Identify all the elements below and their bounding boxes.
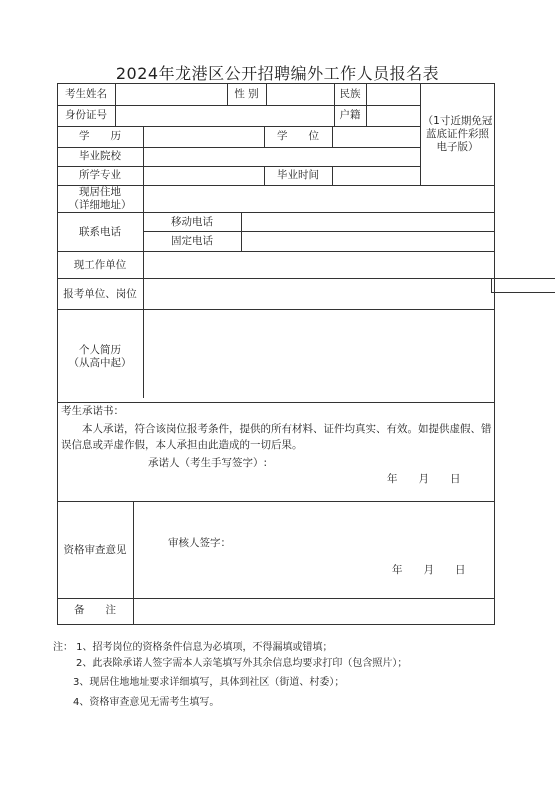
form-title: 2024年龙港区公开招聘编外工作人员报名表 (115, 64, 440, 83)
address-sublabel: （详细地址） (68, 199, 132, 211)
address-label: 现居住地 (79, 186, 121, 198)
reviewer-signature-label: 审核人签字： (168, 537, 231, 549)
pledge-signature-label: 承诺人（考生手写签字）: (148, 457, 268, 469)
resume-sublabel: （从高中起） (68, 357, 132, 369)
pledge-title: 考生承诺书： (61, 405, 124, 417)
degree-label: 学 位 (277, 130, 319, 142)
apply-label: 报考单位、岗位 (63, 288, 137, 300)
name-label: 考生姓名 (65, 88, 107, 100)
landline-label: 固定电话 (171, 235, 213, 247)
note-item: 4、资格审查意见无需考生填写。 (73, 697, 220, 708)
ethnicity-label: 民族 (339, 88, 361, 100)
note-item: 3、现居住地地址要求详细填写，具体到社区（街道、村委）； (73, 677, 345, 688)
contact-label: 联系电话 (79, 226, 121, 238)
gender-label: 性 别 (234, 88, 259, 100)
remarks-label: 备 注 (74, 604, 116, 616)
review-label: 资格审查意见 (63, 544, 127, 556)
photo-placeholder: （1寸近期免冠蓝底证件彩照电子版） (422, 115, 493, 153)
resume-label: 个人简历 (79, 344, 121, 356)
hukou-label: 户籍 (339, 109, 361, 121)
pledge-date: 年 月 日 (387, 473, 461, 485)
grad-time-label: 毕业时间 (277, 169, 319, 181)
note-item: 2、此表除承诺人签字需本人亲笔填写外其余信息均要求打印（包含照片）； (76, 658, 408, 669)
major-label: 所学专业 (79, 169, 121, 181)
school-label: 毕业院校 (79, 150, 121, 162)
education-label: 学 历 (79, 130, 121, 142)
review-date: 年 月 日 (392, 564, 466, 576)
workplace-label: 现工作单位 (73, 259, 127, 271)
note-item: 注： 1、招考岗位的资格条件信息为必填项，不得漏填或错填； (53, 642, 333, 653)
pledge-text: 本人承诺，符合该岗位报考条件，提供的所有材料、证件均真实、有效。如提供虚假、错误信息或弄虚作假，本人承担由此造成的一切后果。 (61, 423, 492, 451)
mobile-label: 移动电话 (171, 216, 213, 228)
id-number-label: 身份证号 (65, 109, 107, 121)
